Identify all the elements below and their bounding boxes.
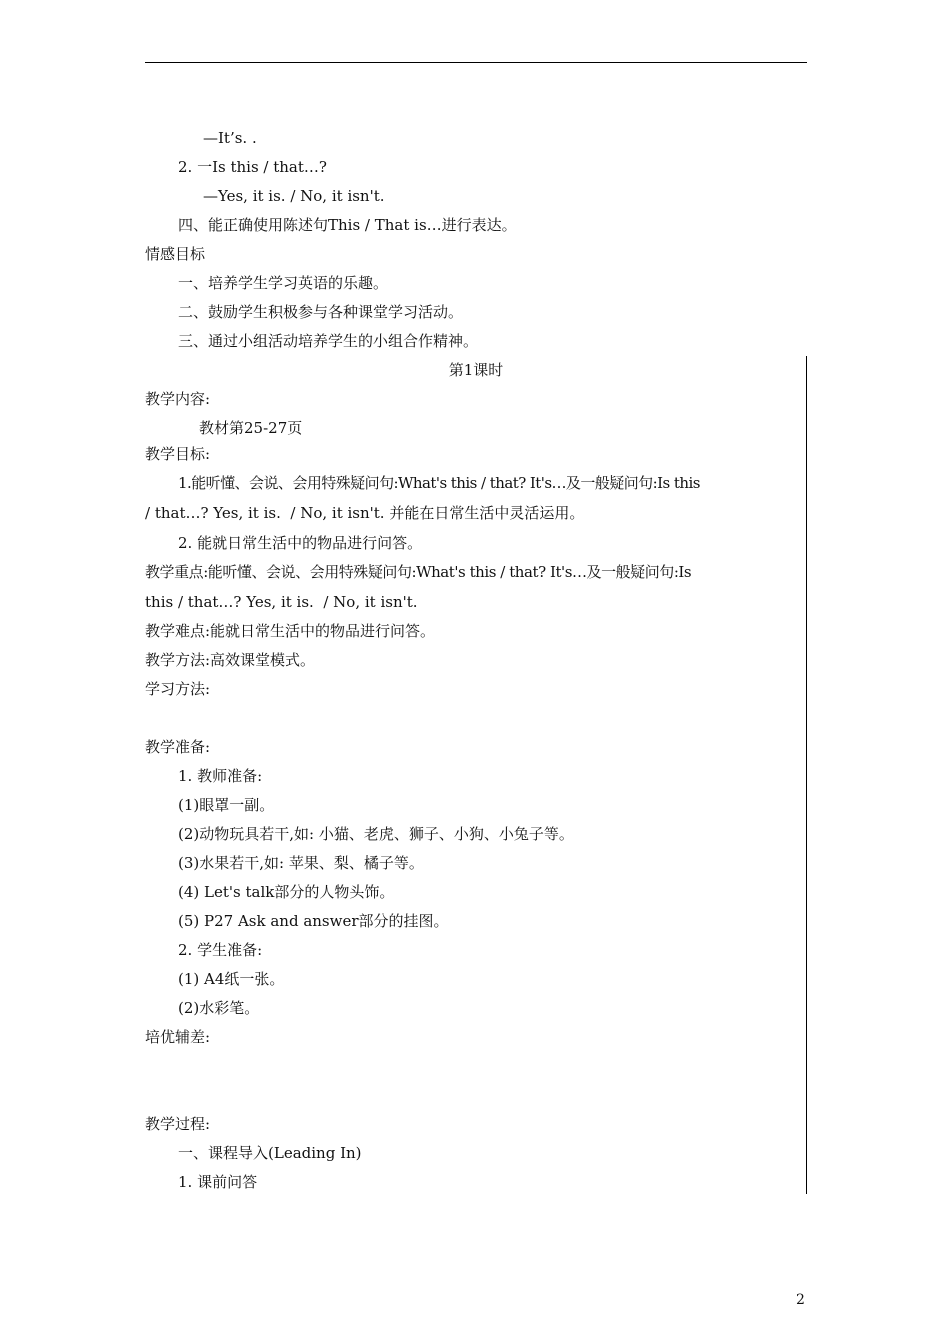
text-line-17: this / that…? Yes, it is. / No, it isn't. xyxy=(145,593,418,611)
label-learning-method: 学习方法: xyxy=(145,680,211,698)
text-line-28: 2. 学生准备: xyxy=(178,941,263,959)
text-line-7: 二、鼓励学生积极参与各种课堂学习活动。 xyxy=(178,303,464,321)
text-line-24: (2)动物玩具若干,如: 小猫、老虎、狮子、小狗、小兔子等。 xyxy=(178,825,574,843)
label-teaching-method: 教学方法:高效课堂模式。 xyxy=(145,651,316,669)
text-line-8: 三、通过小组活动培养学生的小组合作精神。 xyxy=(178,332,479,350)
text-line-29: (1) A4纸一张。 xyxy=(178,970,285,988)
label-teaching-content: 教学内容: xyxy=(145,390,211,408)
lesson-title: 第1课时 xyxy=(448,361,504,379)
text-line-30: (2)水彩笔。 xyxy=(178,999,260,1017)
page-number: 2 xyxy=(796,1292,805,1308)
text-line-14: / that…? Yes, it is. / No, it isn't. 并能在日常生活中灵活运用。 xyxy=(145,504,585,522)
label-difficulties: 教学难点:能就日常生活中的物品进行问答。 xyxy=(145,622,436,640)
text-line-27: (5) P27 Ask and answer部分的挂图。 xyxy=(178,912,449,930)
header-rule xyxy=(145,62,807,63)
text-line-25: (3)水果若干,如: 苹果、梨、橘子等。 xyxy=(178,854,424,872)
text-line-3: —Yes, it is. / No, it isn't. xyxy=(203,187,385,205)
label-teaching-goals: 教学目标: xyxy=(145,445,211,463)
text-line-2: 2. 一Is this / that…? xyxy=(178,158,327,176)
label-tutoring: 培优辅差: xyxy=(145,1028,211,1046)
text-line-15: 2. 能就日常生活中的物品进行问答。 xyxy=(178,534,423,552)
text-line-1: —It’s. . xyxy=(203,129,257,147)
text-line-23: (1)眼罩一副。 xyxy=(178,796,275,814)
text-line-34: 1. 课前问答 xyxy=(178,1173,258,1191)
text-line-4: 四、能正确使用陈述句This / That is…进行表达。 xyxy=(178,216,517,234)
text-line-6: 一、培养学生学习英语的乐趣。 xyxy=(178,274,389,292)
text-line-11: 教材第25-27页 xyxy=(199,419,303,437)
text-line-22: 1. 教师准备: xyxy=(178,767,263,785)
label-preparation: 教学准备: xyxy=(145,738,211,756)
label-key-points: 教学重点:能听懂、会说、会用特殊疑问句:What's this / that? It's…及一般疑问句:Is xyxy=(145,563,692,581)
text-line-26: (4) Let's talk部分的人物头饰。 xyxy=(178,883,395,901)
margin-rule xyxy=(806,356,807,1194)
label-teaching-process: 教学过程: xyxy=(145,1115,211,1133)
section-heading-emotional-goals: 情感目标 xyxy=(145,245,206,263)
text-line-13: 1.能听懂、会说、会用特殊疑问句:What's this / that? It's…及一般疑问句:Is this xyxy=(178,474,700,492)
text-line-33: 一、课程导入(Leading In) xyxy=(178,1144,362,1162)
